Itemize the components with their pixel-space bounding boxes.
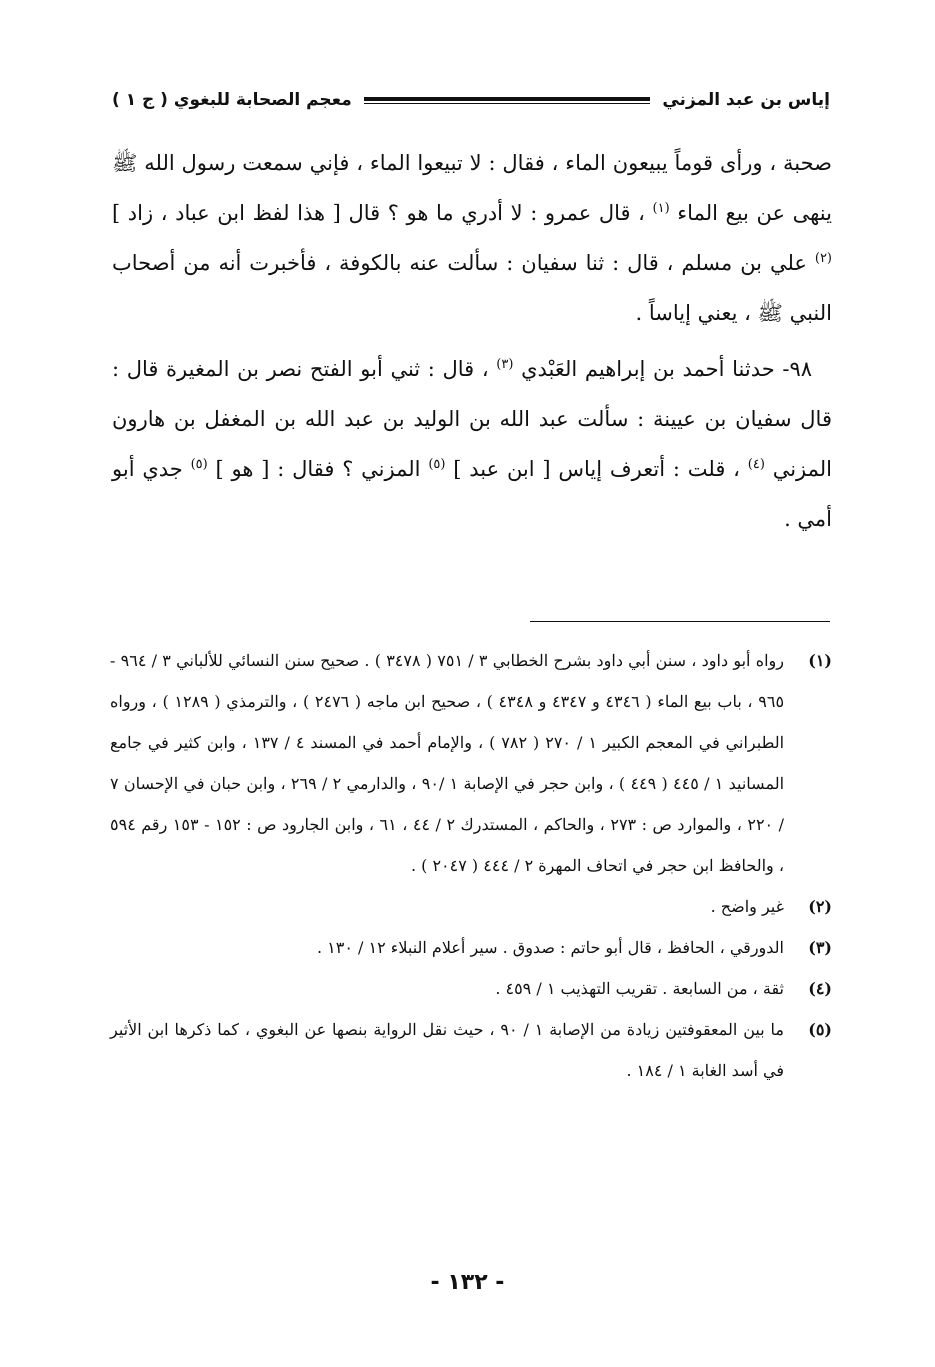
page-number: - ١٣٢ - xyxy=(430,1270,505,1295)
running-header xyxy=(112,86,830,114)
footnote-ref-2: (٢) xyxy=(814,251,832,266)
footnote-text: ثقة ، من السابعة . تقريب التهذيب ١ / ٤٥٩ . xyxy=(495,979,784,998)
footnote-text: رواه أبو داود ، سنن أبي داود بشرح الخطابي ٣ / ٧٥١ ( ٣٤٧٨ ) . صحيح سنن النسائي للألباني ٣ / ٩٦٤ - ٩٦٥ ، باب بيع الماء ( ٤٣٤٦ و ٤٣٤٧ و ٤٣٤٨ ) ، صحيح ابن ماجه ( ٢٤٧٦ ) ، والترمذي ( ١٢٨٩ ) ، ورواه الطبراني في المعجم الكبير ١ / ٢٧٠ ( ٧٨٢ ) ، والإمام أحمد في المسند ٤ / ١٣٧ ، وابن كثير في جامع المسانيد ١ / ٤٤٥ ( ٤٤٩ ) ، وابن حجر في الإصابة ١ /٩٠ ، والدارمي ٢ / ٢٦٩ ، وابن حبان في الإحسان ٧ / ٢٢٠ ، والموارد ص : ٢٧٣ ، والحاكم ، المستدرك ٢ / ٤٤ ، ٦١ ، وابن الجارود ص : ١٥٢ - ١٥٣ رقم ٥٩٤ ، والحافظ ابن حجر في اتحاف المهرة ٢ / ٤٤٤ ( ٢٠٤٧ ) . xyxy=(110,651,785,875)
footnote-1 xyxy=(110,640,832,886)
footnote-ref-5: (٥) xyxy=(428,457,446,472)
footnote-number: (٢) xyxy=(808,897,832,916)
footnote-separator xyxy=(530,621,830,622)
footnote-4 xyxy=(110,968,832,1009)
footnote-number: (٤) xyxy=(808,979,832,998)
header-book-title: معجم الصحابة للبغوي ( ج ١ ) xyxy=(112,90,352,110)
footnote-2 xyxy=(110,886,832,927)
footnote-ref-4: (٤) xyxy=(747,457,765,472)
footnote-ref-1: (١) xyxy=(652,201,670,216)
footnote-ref-3: (٣) xyxy=(496,357,514,372)
paragraph-2: ٩٨- حدثنا أحمد بن إبراهيم العَبْدي $^{(٣)}$ ، قال : ثني أبو الفتح نصر بن المغيرة قال : قال سفيان بن عيينة : سألت عبد الله بن الوليد بن عبد الله بن المغفل بن هارون المزني $^{(٤)}$ ، قلت : أتعرف إياس [ ابن عبد ] $^{(٥)}$ المزني ؟ فقال : [ هو ] $^{(٥)}$ جدي أبو أمي . xyxy=(112,357,833,531)
footnote-number: (١) xyxy=(808,651,832,670)
footnote-text: ما بين المعقوفتين زيادة من الإصابة ١ / ٩٠ ، حيث نقل الرواية بنصها عن البغوي ، كما ذكرها ابن الأثير في أسد الغابة ١ / ١٨٤ . xyxy=(110,1020,784,1080)
footnote-3 xyxy=(110,927,832,968)
main-text xyxy=(112,138,832,544)
footnote-text: الدورقي ، الحافظ ، قال أبو حاتم : صدوق . سير أعلام النبلاء ١٢ / ١٣٠ . xyxy=(317,938,784,957)
footnote-text: غير واضح . xyxy=(710,897,784,916)
footnote-number: (٣) xyxy=(808,938,832,957)
header-rule xyxy=(364,97,651,104)
header-chapter-title: إياس بن عبد المزني xyxy=(662,90,830,110)
footnote-ref-5: (٥) xyxy=(190,457,208,472)
footnote-number: (٥) xyxy=(808,1020,832,1039)
paragraph-1: صحبة ، ورأى قوماً يبيعون الماء ، فقال : لا تبيعوا الماء ، فإني سمعت رسول الله ﷺ ينهى عن بيع الماء $^{(١)}$ ، قال عمرو : لا أدري ما هو ؟ قال [ هذا لفظ ابن عباد ، زاد ] $^{(٢)}$ علي بن مسلم ، قال : ثنا سفيان : سألت عنه بالكوفة ، فأخبرت أنه من أصحاب النبي ﷺ ، يعني إياساً . xyxy=(112,151,832,325)
footnote-5 xyxy=(110,1009,832,1091)
footnotes xyxy=(110,640,832,1091)
